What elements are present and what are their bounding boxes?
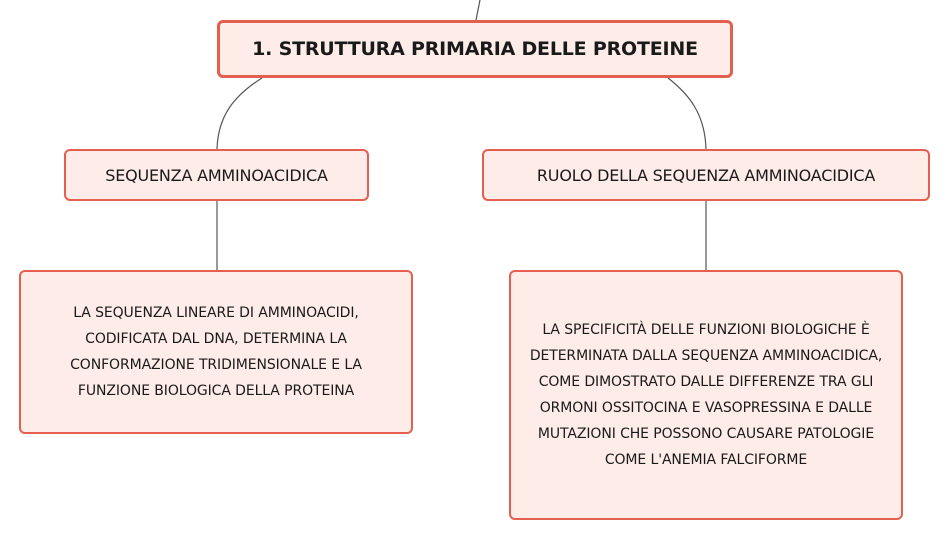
subtopic-label-sequenza: SEQUENZA AMMINOACIDICA [105,165,328,185]
detail-node-sequenza[interactable] [19,270,413,434]
detail-text-sequenza: LA SEQUENZA LINEARE DI AMMINOACIDI, CODIFICATA DAL DNA, DETERMINA LA CONFORMAZIONE TRIDIMENSIONALE E LA FUNZIONE BIOLOGICA DELLA PROTEINA [70,305,362,399]
detail-node-ruolo[interactable] [509,270,903,520]
detail-text-ruolo: LA SPECIFICITÀ DELLE FUNZIONI BIOLOGICHE È DETERMINATA DALLA SEQUENZA AMMINOACIDICA, COME DIMOSTRATO DALLE DIFFERENZE TRA GLI ORMONI OSSITOCINA E VASOPRESSINA E DALLE MUTAZIONI CHE POSSONO CAUSARE PATOLOGIE COME L'ANEMIA FALCIFORME [529,322,883,468]
root-topic-label: 1. STRUTTURA PRIMARIA DELLE PROTEINE [252,38,698,60]
subtopic-node-sequenza[interactable] [64,149,369,201]
connector-parent-to-root [476,0,480,20]
connector-root-to-left-branch [217,78,262,149]
subtopic-node-ruolo[interactable] [482,149,930,201]
subtopic-label-ruolo: RUOLO DELLA SEQUENZA AMMINOACIDICA [536,165,876,185]
root-topic-node[interactable] [217,20,733,78]
connector-root-to-right-branch [668,78,706,149]
